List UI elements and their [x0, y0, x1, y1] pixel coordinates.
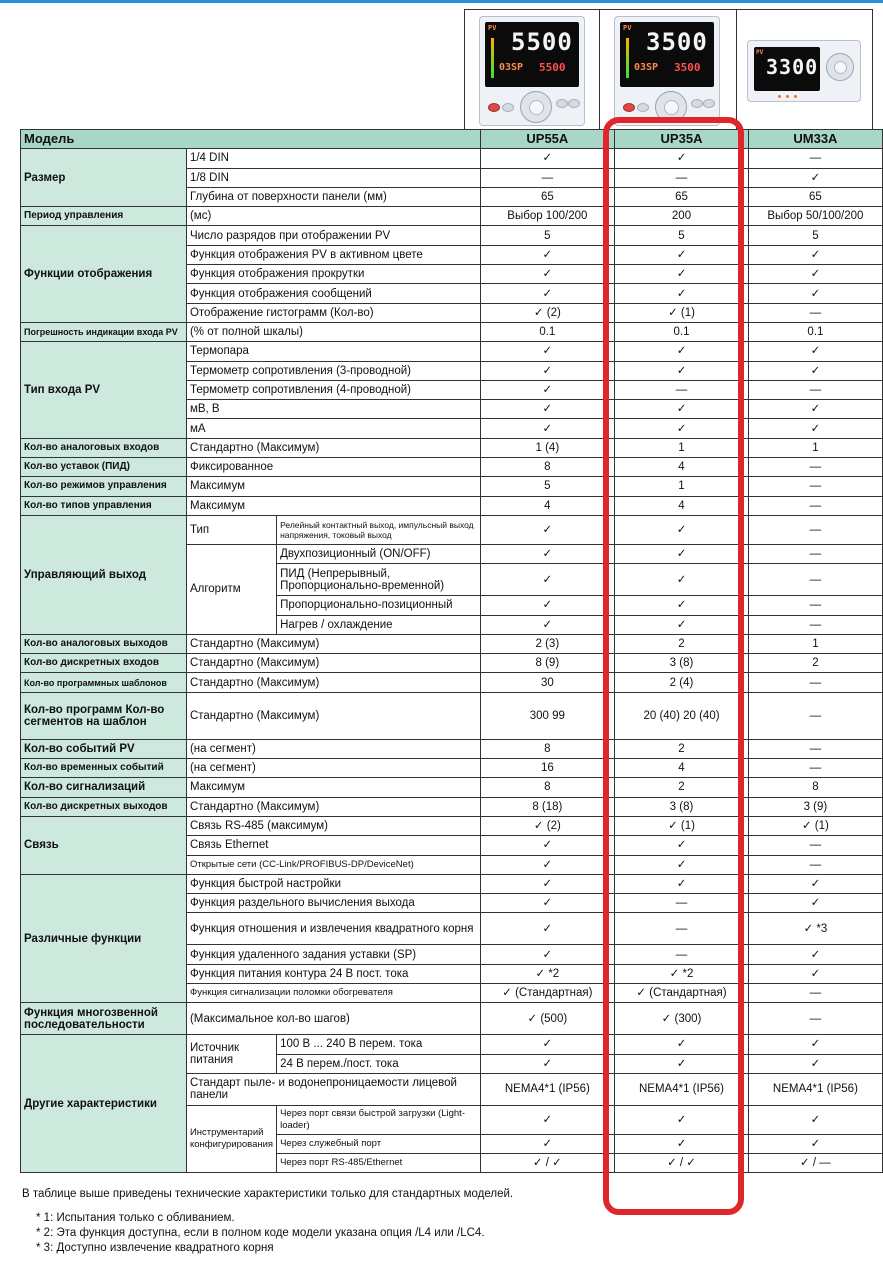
value-cell: 0.1	[748, 322, 882, 341]
value-cell: ✓	[480, 361, 615, 380]
table-row	[21, 1035, 883, 1054]
parameter-cell: Функция отношения и извлечения квадратного корня	[186, 913, 480, 945]
parameter-cell: Фиксированное	[186, 458, 480, 477]
value-cell: 200	[615, 207, 749, 226]
value-cell: ✓ / ✓	[480, 1154, 615, 1173]
table-row	[21, 438, 883, 457]
spec-table	[20, 129, 883, 1173]
parameter-cell: (Максимальное кол-во шагов)	[186, 1003, 480, 1035]
table-row	[21, 759, 883, 778]
table-row	[21, 226, 883, 245]
value-cell: —	[615, 380, 749, 399]
value-cell: ✓	[480, 1054, 615, 1073]
category-cell: Кол-во аналоговых входов	[21, 438, 187, 457]
value-cell: —	[748, 458, 882, 477]
table-row	[21, 496, 883, 515]
value-cell: 2 (3)	[480, 634, 615, 653]
value-cell: ✓	[480, 1105, 615, 1134]
table-row	[21, 874, 883, 893]
value-cell: ✓	[480, 544, 615, 563]
value-cell: 5	[748, 226, 882, 245]
value-cell: 4	[480, 496, 615, 515]
value-cell: ✓ (2)	[480, 816, 615, 835]
parameter-cell: (мс)	[186, 207, 480, 226]
value-cell: ✓ (500)	[480, 1003, 615, 1035]
value-cell: ✓	[615, 284, 749, 303]
value-cell: ✓ (1)	[615, 303, 749, 322]
table-row	[21, 797, 883, 816]
parameter-cell: Функция отображения PV в активном цвете	[186, 245, 480, 264]
table-row	[21, 458, 883, 477]
value-cell: —	[480, 168, 615, 187]
value-cell: 4	[615, 496, 749, 515]
value-cell: ✓	[480, 265, 615, 284]
category-cell: Кол-во режимов управления	[21, 477, 187, 496]
table-row	[21, 322, 883, 341]
value-cell: —	[748, 564, 882, 596]
parameter-cell: Отображение гистограмм (Кол-во)	[186, 303, 480, 322]
value-cell: 3 (8)	[615, 654, 749, 673]
value-cell: ✓	[615, 564, 749, 596]
value-cell: 5	[615, 226, 749, 245]
parameter-cell: Через порт связи быстрой загрузки (Light-loader)	[277, 1105, 480, 1134]
value-cell: 4	[615, 759, 749, 778]
parameter-cell: (на сегмент)	[186, 739, 480, 758]
value-cell: 0.1	[615, 322, 749, 341]
parameter-cell: 1/8 DIN	[186, 168, 480, 187]
category-cell: Кол-во программных шаблонов	[21, 673, 187, 692]
value-cell: —	[748, 673, 882, 692]
parameter-cell: Функция питания контура 24 В пост. тока	[186, 964, 480, 983]
value-cell: —	[748, 836, 882, 855]
value-cell: ✓	[615, 149, 749, 168]
value-cell: ✓	[615, 245, 749, 264]
value-cell: ✓	[615, 544, 749, 563]
value-cell: —	[615, 913, 749, 945]
table-row	[21, 654, 883, 673]
parameter-cell: Функция удаленного задания уставки (SP)	[186, 945, 480, 964]
value-cell: 3 (9)	[748, 797, 882, 816]
parameter-cell: Через служебный порт	[277, 1134, 480, 1153]
value-cell: ✓	[615, 836, 749, 855]
value-cell: ✓	[615, 515, 749, 544]
value-cell: —	[748, 615, 882, 634]
parameter-cell: Функция сигнализации поломки обогревателя	[186, 983, 480, 1002]
value-cell: 1	[615, 477, 749, 496]
parameter-cell: 1/4 DIN	[186, 149, 480, 168]
value-cell: —	[748, 544, 882, 563]
footnote: * 1: Испытания только с обливанием.	[36, 1212, 235, 1224]
value-cell: ✓	[748, 1054, 882, 1073]
value-cell: 8	[480, 739, 615, 758]
parameter-cell: 24 В перем./пост. тока	[277, 1054, 480, 1073]
category-cell: Кол-во уставок (ПИД)	[21, 458, 187, 477]
category-cell: Функции отображения	[21, 226, 187, 322]
value-cell: ✓	[480, 400, 615, 419]
category-cell: Погрешность индикации входа PV	[21, 322, 187, 341]
parameter-cell: 100 В ... 240 В перем. тока	[277, 1035, 480, 1054]
value-cell: 1 (4)	[480, 438, 615, 457]
value-cell: 8	[480, 458, 615, 477]
value-cell: ✓ *3	[748, 913, 882, 945]
value-cell: ✓	[480, 515, 615, 544]
subgroup-cell: Алгоритм	[186, 544, 276, 634]
table-header-row	[21, 130, 883, 149]
value-cell: ✓	[480, 149, 615, 168]
value-cell: ✓	[748, 964, 882, 983]
value-cell: —	[615, 945, 749, 964]
value-cell: 65	[748, 187, 882, 206]
parameter-cell: Глубина от поверхности панели (мм)	[186, 187, 480, 206]
parameter-cell: Функция быстрой настройки	[186, 874, 480, 893]
table-row	[21, 342, 883, 361]
value-cell: —	[615, 168, 749, 187]
value-cell: ✓	[615, 855, 749, 874]
category-cell: Тип входа PV	[21, 342, 187, 438]
table-row	[21, 477, 883, 496]
value-cell: ✓	[615, 400, 749, 419]
value-cell: ✓	[748, 419, 882, 438]
value-cell: —	[748, 477, 882, 496]
value-cell: ✓ (300)	[615, 1003, 749, 1035]
value-cell: ✓	[748, 342, 882, 361]
value-cell: ✓	[480, 245, 615, 264]
table-row	[21, 1003, 883, 1035]
value-cell: NEMA4*1 (IP56)	[615, 1073, 749, 1105]
value-cell: ✓	[615, 615, 749, 634]
value-cell: Выбор 100/200	[480, 207, 615, 226]
parameter-cell: Стандартно (Максимум)	[186, 797, 480, 816]
value-cell: 65	[615, 187, 749, 206]
value-cell: 65	[480, 187, 615, 206]
table-note: В таблице выше приведены технические характеристики только для стандартных моделей.	[22, 1188, 514, 1200]
value-cell: —	[748, 380, 882, 399]
value-cell: ✓	[615, 1054, 749, 1073]
parameter-cell: Стандартно (Максимум)	[186, 634, 480, 653]
parameter-cell: Стандартно (Максимум)	[186, 673, 480, 692]
parameter-cell: ПИД (Непрерывный, Пропорционально-временной)	[277, 564, 480, 596]
parameter-cell: Стандартно (Максимум)	[186, 438, 480, 457]
value-cell: ✓	[748, 168, 882, 187]
value-cell: 8 (9)	[480, 654, 615, 673]
table-row	[21, 515, 883, 544]
value-cell: ✓	[615, 342, 749, 361]
value-cell: ✓	[748, 894, 882, 913]
table-row	[21, 739, 883, 758]
value-cell: ✓	[615, 1134, 749, 1153]
table-row	[21, 634, 883, 653]
value-cell: ✓	[748, 1134, 882, 1153]
value-cell: —	[748, 855, 882, 874]
parameter-cell: (на сегмент)	[186, 759, 480, 778]
value-cell: 4	[615, 458, 749, 477]
value-cell: ✓	[615, 1105, 749, 1134]
value-cell: Выбор 50/100/200	[748, 207, 882, 226]
model-um33a-header: UM33A	[748, 130, 882, 149]
category-cell: Кол-во событий PV	[21, 739, 187, 758]
value-cell: ✓ / ✓	[615, 1154, 749, 1173]
value-cell: ✓	[615, 361, 749, 380]
model-header: Модель	[21, 130, 481, 149]
parameter-cell: Максимум	[186, 496, 480, 515]
category-cell: Кол-во аналоговых выходов	[21, 634, 187, 653]
parameter-cell: Стандартно (Максимум)	[186, 692, 480, 739]
value-cell: 8	[748, 778, 882, 797]
table-row	[21, 149, 883, 168]
value-cell: ✓	[480, 1035, 615, 1054]
table-row	[21, 207, 883, 226]
value-cell: ✓	[615, 874, 749, 893]
value-cell: ✓	[480, 564, 615, 596]
value-cell: ✓	[480, 615, 615, 634]
value-cell: 16	[480, 759, 615, 778]
value-cell: ✓	[615, 596, 749, 615]
category-cell: Кол-во дискретных входов	[21, 654, 187, 673]
table-row	[21, 692, 883, 739]
footnote: * 2: Эта функция доступна, если в полном коде модели указана опция /L4 или /LC4.	[36, 1227, 485, 1239]
category-cell: Период управления	[21, 207, 187, 226]
value-cell: 2	[615, 739, 749, 758]
parameter-cell: Связь Ethernet	[186, 836, 480, 855]
parameter-cell: Нагрев / охлаждение	[277, 615, 480, 634]
value-cell: —	[748, 149, 882, 168]
value-cell: ✓ *2	[480, 964, 615, 983]
device-image-up35a: PV 3500 03SP 3500	[599, 9, 737, 130]
parameter-cell: Связь RS-485 (максимум)	[186, 816, 480, 835]
parameter-cell: Через порт RS-485/Ethernet	[277, 1154, 480, 1173]
value-cell: ✓	[480, 419, 615, 438]
value-cell: 5	[480, 226, 615, 245]
value-cell: ✓	[480, 894, 615, 913]
value-cell: ✓ (1)	[748, 816, 882, 835]
value-cell: ✓ / —	[748, 1154, 882, 1173]
value-cell: —	[615, 894, 749, 913]
value-cell: 3 (8)	[615, 797, 749, 816]
value-cell: ✓	[480, 913, 615, 945]
value-cell: 2	[615, 778, 749, 797]
value-cell: 5	[480, 477, 615, 496]
category-cell: Другие характеристики	[21, 1035, 187, 1173]
value-cell: ✓ (2)	[480, 303, 615, 322]
subgroup-cell: Тип	[186, 515, 276, 544]
device-image-um33a: PV 3300	[736, 9, 873, 130]
value-cell: ✓	[480, 874, 615, 893]
table-row	[21, 778, 883, 797]
subgroup-cell: Инструментарий конфигурирования	[186, 1105, 276, 1173]
value-cell: ✓	[480, 855, 615, 874]
value-cell: 2 (4)	[615, 673, 749, 692]
value-cell: ✓	[748, 945, 882, 964]
category-cell: Кол-во типов управления	[21, 496, 187, 515]
value-cell: ✓ (1)	[615, 816, 749, 835]
value-cell: ✓	[615, 419, 749, 438]
value-cell: 2	[748, 654, 882, 673]
parameter-cell: Число разрядов при отображении PV	[186, 226, 480, 245]
category-cell: Управляющий выход	[21, 515, 187, 634]
value-cell: ✓ (Стандартная)	[615, 983, 749, 1002]
value-cell: 1	[748, 634, 882, 653]
parameter-cell: мА	[186, 419, 480, 438]
value-cell: —	[748, 692, 882, 739]
value-cell: ✓	[480, 1134, 615, 1153]
parameter-cell: Функция отображения сообщений	[186, 284, 480, 303]
value-cell: ✓	[748, 874, 882, 893]
value-cell: —	[748, 739, 882, 758]
value-cell: 20 (40) 20 (40)	[615, 692, 749, 739]
value-cell: 2	[615, 634, 749, 653]
value-cell: NEMA4*1 (IP56)	[480, 1073, 615, 1105]
value-cell: ✓	[480, 945, 615, 964]
value-cell: ✓	[748, 245, 882, 264]
value-cell: ✓	[480, 342, 615, 361]
parameter-cell: Стандартно (Максимум)	[186, 654, 480, 673]
value-cell: —	[748, 759, 882, 778]
value-cell: ✓	[480, 596, 615, 615]
parameter-cell: Функция раздельного вычисления выхода	[186, 894, 480, 913]
value-cell: ✓	[748, 284, 882, 303]
value-cell: ✓ *2	[615, 964, 749, 983]
value-cell: —	[748, 515, 882, 544]
category-cell: Кол-во программ Кол-во сегментов на шаблон	[21, 692, 187, 739]
parameter-cell: Функция отображения прокрутки	[186, 265, 480, 284]
value-cell: ✓	[480, 380, 615, 399]
parameter-cell: Максимум	[186, 477, 480, 496]
value-cell: ✓	[748, 361, 882, 380]
value-cell: ✓	[480, 284, 615, 303]
value-cell: ✓	[615, 265, 749, 284]
parameter-cell: Двухпозиционный (ON/OFF)	[277, 544, 480, 563]
top-accent-bar	[0, 0, 883, 3]
value-cell: 30	[480, 673, 615, 692]
value-cell: ✓	[748, 265, 882, 284]
model-up55a-header: UP55A	[480, 130, 615, 149]
value-cell: —	[748, 596, 882, 615]
subgroup-cell: Источник питания	[186, 1035, 276, 1074]
category-cell: Связь	[21, 816, 187, 874]
parameter-cell: Пропорционально-позиционный	[277, 596, 480, 615]
device-image-up55a: PV 5500 03SP 5500	[464, 9, 600, 130]
value-cell: 0.1	[480, 322, 615, 341]
category-cell: Кол-во временных событий	[21, 759, 187, 778]
category-cell: Размер	[21, 149, 187, 207]
value-cell: ✓	[748, 1035, 882, 1054]
parameter-cell: мВ, В	[186, 400, 480, 419]
table-row	[21, 673, 883, 692]
category-cell: Кол-во дискретных выходов	[21, 797, 187, 816]
parameter-cell: Термометр сопротивления (4-проводной)	[186, 380, 480, 399]
value-cell: NEMA4*1 (IP56)	[748, 1073, 882, 1105]
category-cell: Кол-во сигнализаций	[21, 778, 187, 797]
value-cell: 1	[748, 438, 882, 457]
parameter-cell: Максимум	[186, 778, 480, 797]
footnote: * 3: Доступно извлечение квадратного корня	[36, 1242, 274, 1254]
value-cell: 8 (18)	[480, 797, 615, 816]
category-cell: Функция многозвенной последовательности	[21, 1003, 187, 1035]
parameter-cell: Открытые сети (CC-Link/PROFIBUS-DP/DeviceNet)	[186, 855, 480, 874]
category-cell: Различные функции	[21, 874, 187, 1002]
value-cell: 8	[480, 778, 615, 797]
parameter-cell: (% от полной шкалы)	[186, 322, 480, 341]
value-cell: ✓	[480, 836, 615, 855]
model-up35a-header: UP35A	[615, 130, 749, 149]
value-cell: ✓	[748, 1105, 882, 1134]
parameter-cell: Термометр сопротивления (3-проводной)	[186, 361, 480, 380]
table-row	[21, 816, 883, 835]
parameter-cell: Стандарт пыле- и водонепроницаемости лицевой панели	[186, 1073, 480, 1105]
parameter-cell: Термопара	[186, 342, 480, 361]
value-cell: 300 99	[480, 692, 615, 739]
value-cell: —	[748, 496, 882, 515]
value-cell: ✓ (Стандартная)	[480, 983, 615, 1002]
value-cell: ✓	[748, 400, 882, 419]
value-cell: —	[748, 983, 882, 1002]
value-cell: 1	[615, 438, 749, 457]
parameter-cell: Релейный контактный выход, импульсный выход напряжения, токовый выход	[277, 515, 480, 544]
value-cell: —	[748, 303, 882, 322]
value-cell: —	[748, 1003, 882, 1035]
value-cell: ✓	[615, 1035, 749, 1054]
